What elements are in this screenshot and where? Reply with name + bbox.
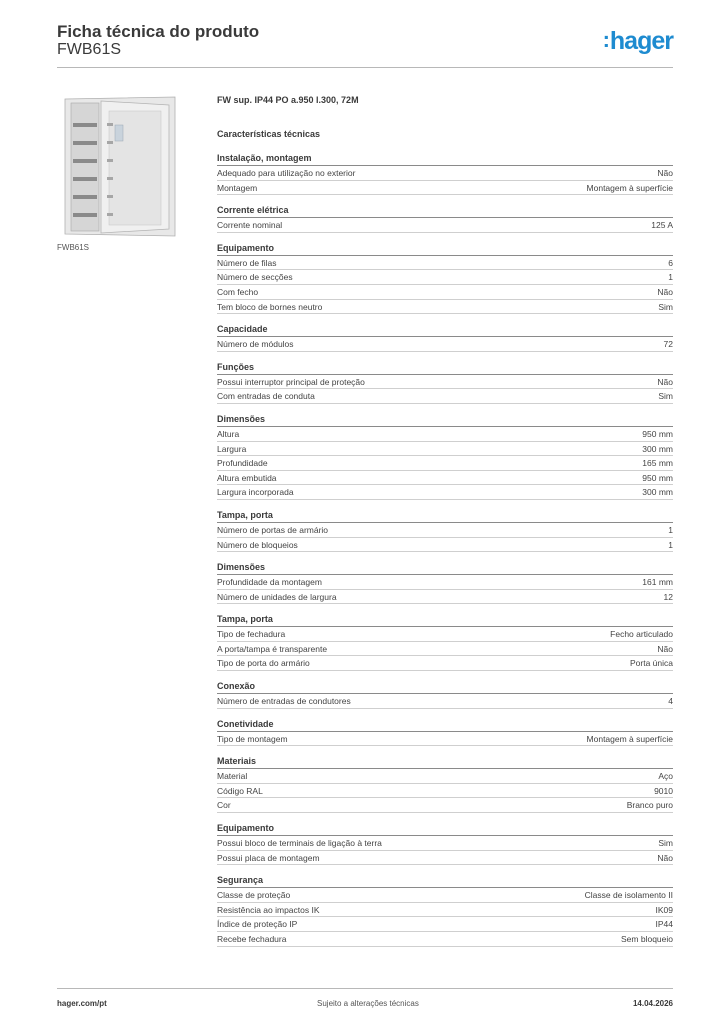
spec-section bbox=[217, 751, 673, 813]
spec-row bbox=[217, 218, 673, 233]
section-title: Dimensões bbox=[217, 557, 673, 575]
spec-label: Número de portas de armário bbox=[217, 524, 329, 535]
spec-row bbox=[217, 784, 673, 799]
spec-section bbox=[217, 238, 673, 314]
spec-label: Material bbox=[217, 771, 248, 782]
spec-section bbox=[217, 505, 673, 552]
cabinet-illustration bbox=[57, 95, 200, 238]
spec-value: Sim bbox=[658, 391, 673, 402]
section-title: Corrente elétrica bbox=[217, 200, 673, 218]
image-caption: FWB61S bbox=[57, 243, 90, 252]
spec-value: 4 bbox=[668, 696, 673, 707]
spec-row bbox=[217, 917, 673, 932]
section-title: Tampa, porta bbox=[217, 505, 673, 523]
spec-label: Profundidade bbox=[217, 458, 268, 469]
spec-row bbox=[217, 485, 673, 500]
spec-section bbox=[217, 676, 673, 709]
spec-value: Sim bbox=[658, 301, 673, 312]
spec-row bbox=[217, 166, 673, 181]
spec-row bbox=[217, 181, 673, 196]
spec-value: IP44 bbox=[655, 919, 673, 930]
spec-value: Montagem à superfície bbox=[586, 182, 673, 193]
spec-value: Não bbox=[657, 852, 673, 863]
specs-content bbox=[217, 95, 673, 947]
spec-label: Número de módulos bbox=[217, 339, 294, 350]
spec-label: Largura incorporada bbox=[217, 487, 294, 498]
spec-value: 72 bbox=[663, 339, 673, 350]
spec-value: 161 mm bbox=[642, 577, 673, 588]
spec-label: Tipo de montagem bbox=[217, 733, 288, 744]
spec-value: Fecho articulado bbox=[610, 629, 673, 640]
section-title: Conetividade bbox=[217, 714, 673, 732]
spec-label: Número de bloqueios bbox=[217, 539, 298, 550]
spec-section bbox=[217, 818, 673, 865]
footer-date: 14.04.2026 bbox=[632, 999, 673, 1008]
spec-section bbox=[217, 357, 673, 404]
spec-value: 1 bbox=[668, 272, 673, 283]
spec-label: Tipo de fechadura bbox=[217, 629, 286, 640]
spec-value: 12 bbox=[663, 591, 673, 602]
spec-row bbox=[217, 851, 673, 866]
spec-label: Tem bloco de bornes neutro bbox=[217, 301, 323, 312]
spec-row bbox=[217, 590, 673, 605]
spec-section bbox=[217, 148, 673, 195]
tech-heading: Características técnicas bbox=[217, 129, 321, 139]
spec-value: Aço bbox=[658, 771, 673, 782]
spec-label: Número de entradas de condutores bbox=[217, 696, 351, 707]
spec-value: Classe de isolamento II bbox=[584, 890, 673, 901]
section-title: Conexão bbox=[217, 676, 673, 694]
spec-label: Com entradas de conduta bbox=[217, 391, 315, 402]
spec-row bbox=[217, 903, 673, 918]
footer-website[interactable]: hager.com/pt bbox=[57, 999, 107, 1008]
section-title: Dimensões bbox=[217, 409, 673, 427]
spec-section bbox=[217, 870, 673, 946]
spec-value: IK09 bbox=[655, 904, 673, 915]
spec-sections bbox=[217, 148, 673, 947]
section-title: Equipamento bbox=[217, 238, 673, 256]
spec-value: 6 bbox=[668, 257, 673, 268]
spec-value: Sem bloqueio bbox=[621, 934, 673, 944]
spec-label: Possui interruptor principal de proteção bbox=[217, 376, 365, 387]
spec-label: Índice de proteção IP bbox=[217, 919, 298, 930]
spec-value: Montagem à superfície bbox=[586, 733, 673, 744]
spec-value: Não bbox=[657, 376, 673, 387]
spec-value: 9010 bbox=[654, 785, 673, 796]
spec-value: Branco puro bbox=[626, 800, 673, 811]
section-title: Equipamento bbox=[217, 818, 673, 836]
spec-row bbox=[217, 932, 673, 947]
spec-label: Recebe fechadura bbox=[217, 934, 287, 944]
section-title: Funções bbox=[217, 357, 673, 375]
spec-value: 1 bbox=[668, 539, 673, 550]
spec-row bbox=[217, 732, 673, 747]
spec-row bbox=[217, 285, 673, 300]
spec-label: Número de secções bbox=[217, 272, 293, 283]
spec-value: Não bbox=[657, 643, 673, 654]
spec-label: Classe de proteção bbox=[217, 890, 291, 901]
spec-label: Número de unidades de largura bbox=[217, 591, 337, 602]
spec-section bbox=[217, 319, 673, 352]
spec-value: Não bbox=[657, 286, 673, 297]
spec-row bbox=[217, 456, 673, 471]
spec-section bbox=[217, 409, 673, 500]
footer-notice: Sujeito a alterações técnicas bbox=[317, 999, 419, 1008]
spec-label: Resistência ao impactos IK bbox=[217, 904, 320, 915]
spec-row bbox=[217, 656, 673, 671]
spec-value: 1 bbox=[668, 524, 673, 535]
spec-label: Possui placa de montagem bbox=[217, 852, 320, 863]
spec-row bbox=[217, 471, 673, 486]
spec-row bbox=[217, 523, 673, 538]
page-footer bbox=[57, 988, 673, 1016]
product-description: FW sup. IP44 PO a.950 l.300, 72M bbox=[217, 95, 359, 105]
spec-label: Número de filas bbox=[217, 257, 277, 268]
spec-label: Corrente nominal bbox=[217, 220, 283, 231]
section-title: Instalação, montagem bbox=[217, 148, 673, 166]
spec-label: Montagem bbox=[217, 182, 258, 193]
logo-text: hager bbox=[609, 27, 673, 55]
spec-label: Com fecho bbox=[217, 286, 259, 297]
spec-row bbox=[217, 575, 673, 590]
spec-section bbox=[217, 714, 673, 747]
section-title: Segurança bbox=[217, 870, 673, 888]
spec-label: Profundidade da montagem bbox=[217, 577, 322, 588]
spec-row bbox=[217, 256, 673, 271]
spec-row bbox=[217, 270, 673, 285]
spec-value: 950 mm bbox=[642, 472, 673, 483]
spec-row bbox=[217, 694, 673, 709]
spec-row bbox=[217, 538, 673, 553]
spec-row bbox=[217, 769, 673, 784]
spec-row bbox=[217, 642, 673, 657]
spec-row bbox=[217, 836, 673, 851]
section-title: Capacidade bbox=[217, 319, 673, 337]
spec-section bbox=[217, 557, 673, 604]
spec-row bbox=[217, 427, 673, 442]
spec-section bbox=[217, 609, 673, 671]
spec-row bbox=[217, 389, 673, 404]
spec-label: Largura bbox=[217, 443, 247, 454]
spec-label: A porta/tampa é transparente bbox=[217, 643, 328, 654]
spec-row bbox=[217, 888, 673, 903]
document-title: Ficha técnica do produto bbox=[57, 22, 260, 41]
spec-row bbox=[217, 375, 673, 390]
spec-label: Código RAL bbox=[217, 785, 263, 796]
spec-label: Altura bbox=[217, 428, 240, 439]
product-code: FWB61S bbox=[57, 41, 122, 58]
spec-value: 300 mm bbox=[642, 487, 673, 498]
spec-section bbox=[217, 200, 673, 233]
spec-label: Possui bloco de terminais de ligação à terra bbox=[217, 838, 382, 849]
spec-label: Adequado para utilização no exterior bbox=[217, 168, 356, 178]
spec-row bbox=[217, 337, 673, 352]
spec-value: Sim bbox=[658, 838, 673, 849]
page-header bbox=[57, 20, 673, 68]
section-title: Tampa, porta bbox=[217, 609, 673, 627]
spec-label: Tipo de porta do armário bbox=[217, 658, 310, 669]
spec-label: Altura embutida bbox=[217, 472, 277, 483]
spec-row bbox=[217, 627, 673, 642]
hager-logo: :hager bbox=[602, 27, 673, 55]
spec-label: Cor bbox=[217, 800, 231, 811]
spec-row bbox=[217, 798, 673, 813]
spec-value: 125 A bbox=[651, 220, 673, 231]
product-image bbox=[57, 95, 200, 238]
spec-value: Porta única bbox=[630, 658, 673, 669]
spec-value: 950 mm bbox=[642, 428, 673, 439]
section-title: Materiais bbox=[217, 751, 673, 769]
spec-value: Não bbox=[657, 168, 673, 178]
spec-row bbox=[217, 442, 673, 457]
spec-value: 165 mm bbox=[642, 458, 673, 469]
spec-row bbox=[217, 300, 673, 315]
spec-value: 300 mm bbox=[642, 443, 673, 454]
